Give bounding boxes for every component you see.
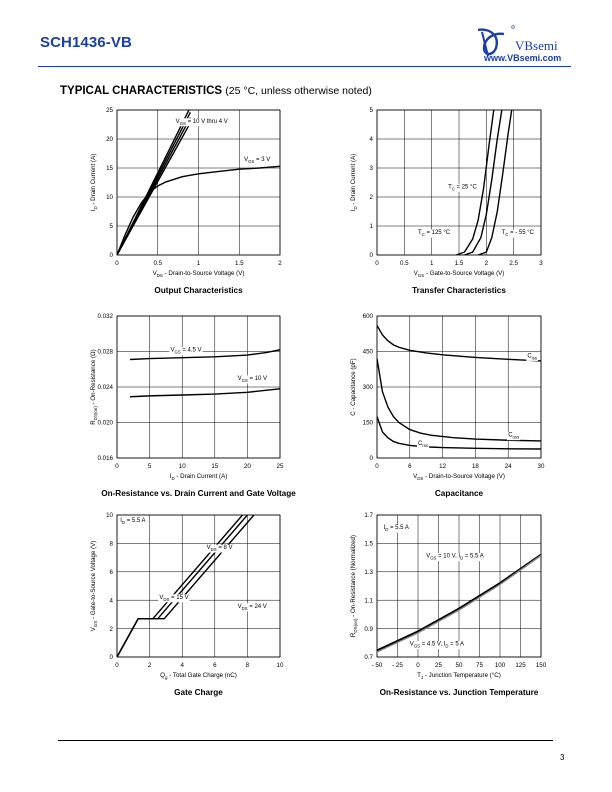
y-tick-label: 150 — [362, 419, 373, 427]
chart-capacitance — [350, 313, 545, 498]
y-tick-label: 8 — [109, 540, 113, 548]
page-number: 3 — [560, 753, 565, 762]
y-axis-label: $I_D$ - Drain Current (A) — [90, 153, 98, 212]
logo-text: VBsemi — [515, 38, 558, 53]
y-tick-label: 0.016 — [97, 455, 113, 463]
x-axis-label: $T_J$ - Junction Temperature (°C) — [417, 672, 501, 680]
y-axis-label: $V_{GS}$ - Gate-to-Source Voltage (V) — [90, 540, 98, 632]
annotation-label: $V_{GS} = 3$ V — [244, 157, 271, 165]
y-tick-label: 1.7 — [364, 512, 373, 520]
annotation-label: $C_{rss}$ — [418, 440, 429, 448]
y-tick-label: 0.7 — [364, 654, 373, 662]
x-axis-label: $V_{GS}$ - Gate-to-Source Voltage (V) — [413, 270, 505, 278]
chart-title: Output Characteristics — [154, 286, 243, 295]
x-tick-label: 18 — [471, 463, 479, 470]
y-tick-label: 5 — [369, 107, 373, 115]
chart-title: On-Resistance vs. Junction Temperature — [379, 688, 539, 697]
y-axis-label: $R_{DS(on)}$ - On-Resistance (Normalized) — [350, 534, 358, 638]
y-tick-label: 3 — [369, 165, 373, 173]
y-tick-label: 6 — [109, 569, 113, 576]
chart-title: On-Resistance vs. Drain Current and Gate Voltage — [101, 489, 296, 498]
y-tick-label: 2 — [109, 625, 113, 633]
x-tick-label: - 25 — [392, 662, 403, 669]
x-tick-label: 6 — [408, 463, 412, 470]
x-tick-label: 2 — [278, 260, 282, 267]
y-tick-label: 1.1 — [364, 597, 373, 605]
x-tick-label: 1 — [429, 260, 434, 267]
annotation-label: $V_{DS} = 15$ V — [159, 594, 189, 602]
annotation-label: $V_{GS} = 4.5$ V — [170, 347, 202, 355]
y-tick-label: 15 — [106, 165, 113, 173]
y-tick-label: 10 — [106, 512, 113, 520]
y-tick-label: 300 — [362, 384, 373, 392]
y-tick-label: 0.020 — [97, 419, 113, 427]
section-title-bold: TYPICAL CHARACTERISTICS — [60, 85, 223, 97]
x-tick-label: 24 — [504, 463, 512, 470]
annotation-label: $V_{DS} = 24$ V — [237, 604, 267, 612]
y-tick-label: 0 — [369, 252, 373, 260]
x-axis-label: $Q_g$ - Total Gate Charge (nC) — [160, 672, 237, 680]
annotation-label: $T_C = 25$ °C — [448, 184, 477, 192]
x-axis-label: $V_{DS}$ - Drain-to-Source Voltage (V) — [152, 270, 245, 278]
x-tick-label: 1.5 — [234, 260, 244, 267]
x-tick-label: 6 — [213, 662, 217, 669]
x-tick-label: 15 — [211, 463, 219, 470]
chart-transfer — [350, 104, 543, 295]
chart-title: Gate Charge — [174, 688, 223, 697]
annotation-label: $C_{oss}$ — [508, 432, 520, 440]
x-tick-label: 30 — [537, 463, 545, 470]
y-tick-label: 0.024 — [97, 384, 113, 392]
x-tick-label: 25 — [276, 463, 284, 470]
y-tick-label: 20 — [106, 136, 113, 144]
x-tick-label: 12 — [439, 463, 447, 470]
y-tick-label: 1.5 — [364, 540, 373, 548]
x-tick-label: 4 — [180, 662, 184, 669]
x-tick-label: 0 — [375, 463, 379, 470]
x-tick-label: 0 — [115, 662, 119, 669]
x-tick-label: 100 — [494, 662, 506, 669]
y-axis-label: C - Capacitance (pF) — [350, 358, 357, 416]
x-tick-label: 2 — [484, 260, 489, 267]
chart-gate-charge — [90, 512, 284, 697]
annotation-label: $V_{GS} = 10$ V, $I_D = 5.5$ A — [426, 553, 484, 561]
x-tick-label: 20 — [243, 463, 251, 470]
chart-title: Transfer Characteristics — [412, 286, 506, 295]
chart-output — [90, 107, 282, 295]
x-axis-label: $I_D$ - Drain Current (A) — [169, 473, 228, 481]
annotation-label: $I_D = 5.5$ A — [120, 518, 146, 526]
y-tick-label: 0.032 — [97, 313, 113, 321]
y-tick-label: 5 — [109, 223, 113, 231]
y-tick-label: 0 — [109, 654, 113, 662]
y-tick-label: 1 — [369, 223, 373, 231]
y-tick-label: 1.3 — [364, 569, 373, 576]
website-link[interactable]: www.VBsemi.com — [484, 53, 562, 63]
chart-rds-tj — [350, 512, 547, 697]
y-tick-label: 4 — [109, 597, 113, 605]
annotation-label: $T_C$ = - 55 °C — [501, 230, 535, 238]
annotation-label: $V_{GS} = 10$ V thru 4 V — [175, 118, 228, 126]
x-tick-label: 0 — [115, 260, 119, 267]
x-tick-label: 5 — [147, 463, 152, 470]
x-tick-label: 1.5 — [454, 260, 464, 267]
x-tick-label: 150 — [535, 662, 547, 669]
y-tick-label: 0 — [109, 252, 113, 260]
annotation-label: $V_{GS} = 4.5$ V, $I_D = 5$ A — [409, 641, 465, 649]
x-tick-label: 10 — [276, 662, 284, 669]
x-tick-label: 8 — [245, 662, 250, 669]
x-tick-label: 25 — [435, 662, 442, 669]
x-tick-label: 2.5 — [509, 260, 518, 267]
chart-rds-id — [90, 313, 296, 498]
y-tick-label: 450 — [362, 348, 373, 356]
x-tick-label: 3 — [539, 260, 543, 267]
x-tick-label: 0.5 — [400, 260, 409, 267]
x-axis-label: $V_{DS}$ - Drain-to-Source Voltage (V) — [413, 473, 505, 481]
x-tick-label: 125 — [515, 662, 526, 669]
y-tick-label: 4 — [369, 136, 373, 144]
x-tick-label: 0 — [416, 662, 420, 669]
y-tick-label: 0 — [369, 455, 373, 463]
x-tick-label: 1 — [196, 260, 201, 267]
x-tick-label: 10 — [178, 463, 186, 470]
y-tick-label: 0.9 — [364, 625, 373, 633]
y-axis-label: $I_D$ - Drain Current (A) — [350, 153, 358, 212]
annotation-label: $C_{iss}$ — [527, 353, 537, 361]
x-tick-label: 2 — [147, 662, 152, 669]
x-tick-label: 0.5 — [153, 260, 163, 267]
annotation-label: $T_C = 125$ °C — [418, 230, 451, 238]
part-number-title: SCH1436-VB — [40, 34, 132, 51]
chart-title: Capacitance — [434, 489, 484, 498]
footer-divider — [58, 740, 553, 741]
y-tick-label: 25 — [106, 107, 113, 115]
y-axis-label: $R_{DS(on)}$ - On-Resistance (Ω) — [90, 349, 98, 425]
y-tick-label: 2 — [369, 194, 373, 202]
annotation-label: $V_{DS} = 8$ V — [206, 545, 233, 553]
y-tick-label: 600 — [362, 313, 373, 321]
annotation-label: $I_D = 5.5$ A — [383, 525, 409, 533]
section-title-note: (25 °C, unless otherwise noted) — [225, 85, 372, 97]
x-tick-label: - 50 — [371, 662, 383, 669]
plot-frame — [117, 515, 280, 657]
x-tick-label: 75 — [476, 662, 483, 669]
y-tick-label: 10 — [106, 194, 113, 202]
x-tick-label: 0 — [115, 463, 119, 470]
annotation-label: $V_{GS} = 10$ V — [237, 375, 268, 383]
x-tick-label: 0 — [375, 260, 379, 267]
y-tick-label: 0.028 — [97, 348, 113, 356]
x-tick-label: 50 — [455, 662, 463, 669]
